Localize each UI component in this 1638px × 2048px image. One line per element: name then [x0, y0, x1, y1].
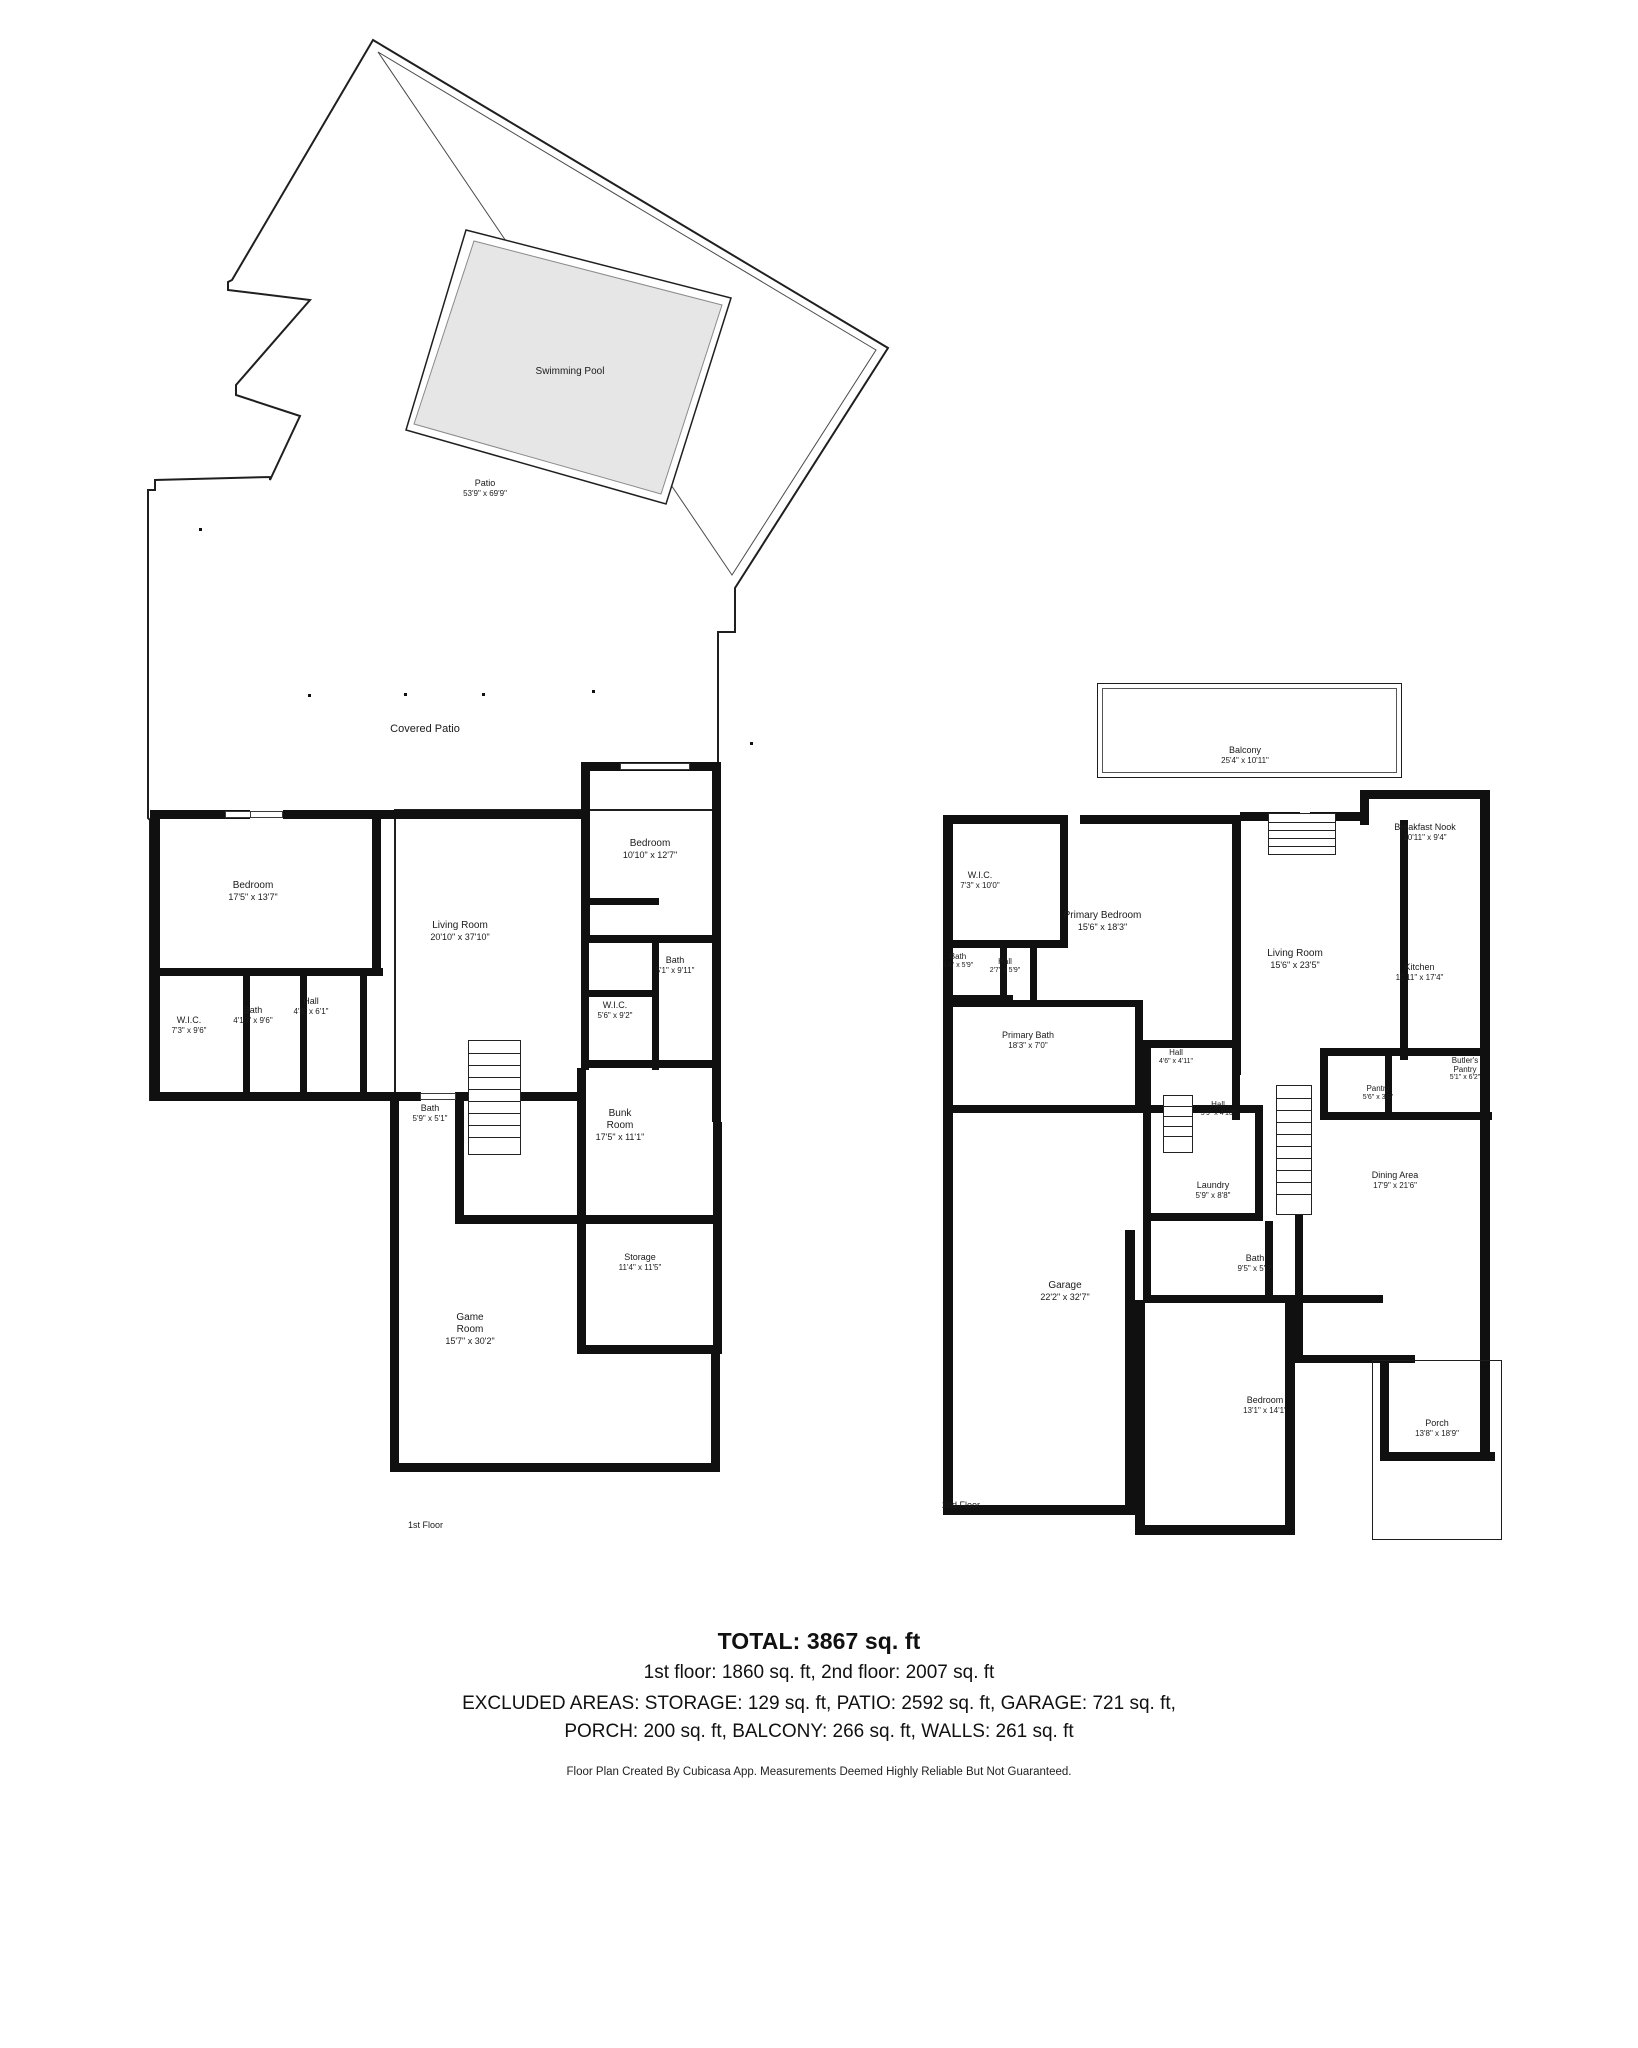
room-label-swimming-pool: Swimming Pool: [535, 366, 605, 377]
room-label-covered-patio: Covered Patio: [390, 723, 460, 735]
floor-areas-text: 1st floor: 1860 sq. ft, 2nd floor: 2007 sq. ft: [643, 1662, 995, 1683]
room-label-dining-area: Dining Area 17'9" x 21'6": [1371, 1170, 1419, 1190]
room-label-hall-2f-b: Hall 4'6" x 4'11": [1159, 1048, 1193, 1065]
room-label-bedroom-2f: Bedroom 13'1" x 14'1": [1243, 1395, 1287, 1415]
room-label-garage: Garage 22'2" x 32'7": [1040, 1280, 1090, 1303]
room-label-bedroom-1: Bedroom 17'5" x 13'7": [228, 880, 278, 903]
room-label-hall-2f-a: Hall 2'7" x 5'9": [989, 957, 1021, 974]
room-label-kitchen: Kitchen 10'11" x 17'4": [1395, 962, 1444, 982]
room-label-bath-1f-c: Bath 5'9" x 5'1": [412, 1103, 448, 1123]
room-label-wic-1f-a: W.I.C. 5'6" x 9'2": [597, 1000, 633, 1020]
door-opening: [225, 811, 251, 818]
room-label-breakfast-nook: Breakfast Nook 10'11" x 9'4": [1394, 822, 1456, 842]
excluded-areas-line-2: PORCH: 200 sq. ft, BALCONY: 266 sq. ft, WALLS: 261 sq. ft: [564, 1720, 1074, 1742]
door-opening: [250, 811, 283, 818]
room-label-laundry: Laundry 5'9" x 8'8": [1195, 1180, 1231, 1200]
floor-tag-first: 1st Floor: [408, 1520, 444, 1530]
room-label-living-room-2f: Living Room 15'6" x 23'5": [1267, 948, 1323, 971]
summary-block: [0, 1628, 1638, 1778]
floor-tag-second: 2nd Floor: [942, 1500, 981, 1510]
door-opening: [420, 1093, 456, 1100]
room-label-balcony: Balcony 25'4" x 10'11": [1221, 745, 1269, 765]
room-label-primary-bedroom: Primary Bedroom 15'6" x 18'3": [1063, 910, 1142, 933]
room-label-storage: Storage 11'4" x 11'5": [618, 1252, 662, 1272]
window-opening: [620, 763, 690, 770]
room-label-butlers-pantry: Butler's Pantry 5'1" x 6'2": [1449, 1056, 1481, 1082]
room-label-wic-2f: W.I.C. 7'3" x 10'0": [960, 870, 1000, 890]
total-area-text: TOTAL: 3867 sq. ft: [717, 1628, 921, 1654]
room-label-bath-2f-b: Bath 9'5" x 5'0": [1237, 1253, 1273, 1273]
room-label-bunk-room: Bunk Room 17'5" x 11'1": [595, 1108, 645, 1142]
room-label-patio: Patio 53'9" x 69'9": [463, 478, 507, 498]
room-label-bath-1f-a: Bath 5'1" x 9'11": [655, 955, 695, 975]
room-label-bedroom-2: Bedroom 10'10" x 12'7": [622, 838, 678, 861]
room-label-porch: Porch 13'8" x 18'9": [1415, 1418, 1459, 1438]
porch-outline: [1372, 1360, 1502, 1540]
room-label-living-room-1: Living Room 20'10" x 37'10": [430, 920, 490, 943]
room-label-hall-2f-c: Hall 5'9" x 4'10": [1200, 1100, 1236, 1117]
staircase-2f-top: [1268, 813, 1336, 855]
room-label-game-room: Game Room 15'7" x 30'2": [445, 1312, 495, 1346]
second-floor-walls: [880, 0, 1638, 1600]
room-label-wic-1f-b: W.I.C. 7'3" x 9'6": [171, 1015, 207, 1035]
first-floor-walls: [0, 0, 900, 1600]
staircase: [468, 1040, 521, 1155]
room-label-bath-1f-b: Bath 4'10" x 9'6": [233, 1005, 273, 1025]
excluded-areas-line-1: EXCLUDED AREAS: STORAGE: 129 sq. ft, PATIO: 2592 sq. ft, GARAGE: 721 sq. ft,: [462, 1693, 1176, 1714]
disclaimer-text: Floor Plan Created By Cubicasa App. Measurements Deemed Highly Reliable But Not Guaranteed.: [566, 1766, 1072, 1779]
room-label-primary-bath: Primary Bath 18'3" x 7'0": [1001, 1030, 1054, 1050]
room-label-bath-2f-a: Bath 4'4" x 5'9": [942, 952, 974, 969]
room-label-hall-1f: Hall 4'8" x 6'1": [293, 996, 329, 1016]
room-label-pantry: Pantry 5'6" x 3'8": [1362, 1084, 1394, 1101]
staircase-2f-main: [1276, 1085, 1312, 1215]
